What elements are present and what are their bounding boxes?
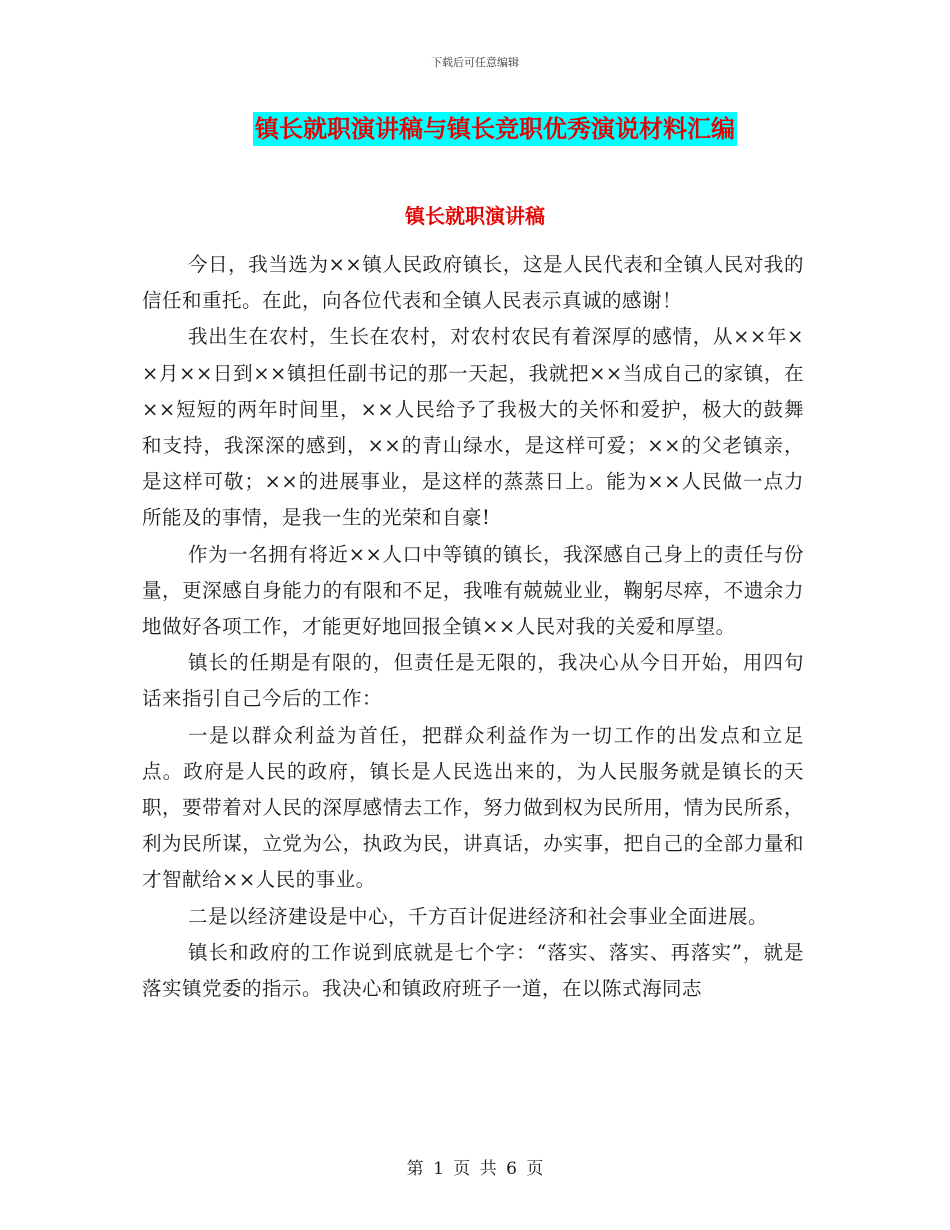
paragraph: 一是以群众利益为首任，把群众利益作为一切工作的出发点和立足点。政府是人民的政府，镇长是人民选出来的，为人民服务就是镇长的天职，要带着对人民的深厚感情去工作，努力做到权为民所用，情为民所系，利为民所谋，立党为公，执政为民，讲真话，办实事，把自己的全部力量和才智献给××人民的事业。 [142, 723, 804, 892]
paragraph: 今日，我当选为××镇人民政府镇长，这是人民代表和全镇人民对我的信任和重托。在此，向各位代表和全镇人民表示真诚的感谢！ [142, 253, 804, 313]
page-number-footer: 第 1 页 共 6 页 [406, 1159, 544, 1179]
paragraph: 镇长的任期是有限的，但责任是无限的，我决心从今日开始，用四句话来指引自己今后的工作： [142, 651, 804, 711]
paragraph: 我出生在农村，生长在农村，对农村农民有着深厚的感情，从××年××月××日到××镇担任副书记的那一天起，我就把××当成自己的家镇，在××短短的两年时间里，××人民给予了我极大的关怀和爱护，极大的鼓舞和支持，我深深的感到，××的青山绿水，是这样可爱；××的父老镇亲，是这样可敬；××的进展事业，是这样的蒸蒸日上。能为××人民做一点力所能及的事情，是我一生的光荣和自豪! [142, 325, 804, 530]
page-header-note: 下载后可任意编辑 [431, 56, 519, 69]
document-title: 镇长就职演讲稿与镇长竞职优秀演说材料汇编 [253, 112, 737, 146]
paragraph: 作为一名拥有将近××人口中等镇的镇长，我深感自己身上的责任与份量，更深感自身能力的有限和不足，我唯有兢兢业业，鞠躬尽瘁，不遗余力地做好各项工作，才能更好地回报全镇××人民对我的关爱和厚望。 [142, 542, 804, 639]
paragraph: 镇长和政府的工作说到底就是七个字：“落实、落实、再落实”，就是落实镇党委的指示。我决心和镇政府班子一道，在以陈式海同志 [142, 940, 804, 1001]
document-body [142, 247, 804, 1007]
paragraph: 二是以经济建设是中心，千方百计促进经济和社会事业全面进展。 [188, 904, 769, 928]
section-title: 镇长就职演讲稿 [405, 204, 545, 228]
document-title-container [0, 112, 950, 146]
